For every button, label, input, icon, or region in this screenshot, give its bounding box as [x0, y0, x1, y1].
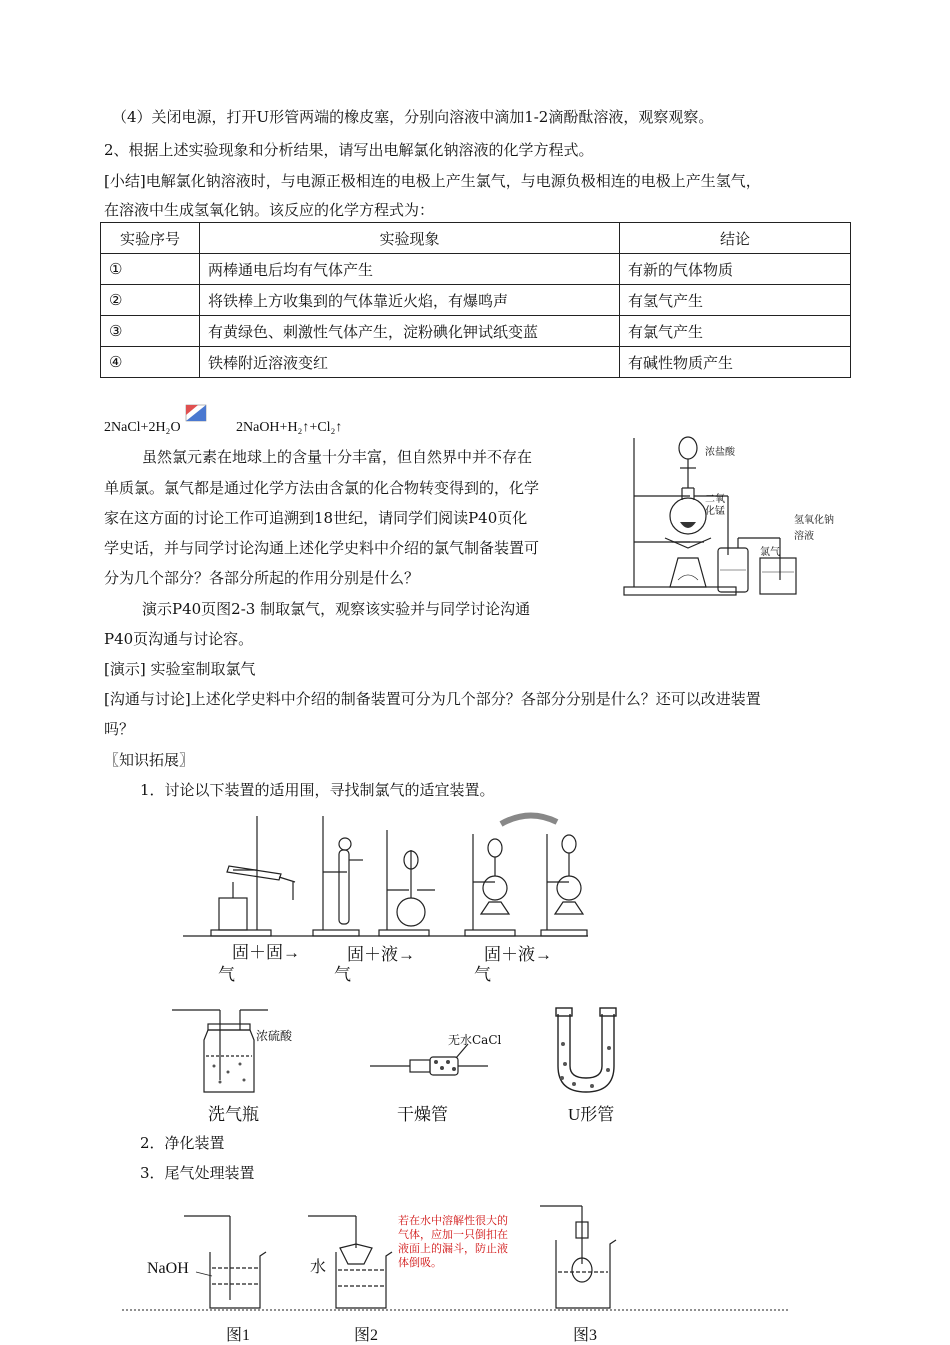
summary-text: [小结]电解氯化钠溶液时，与电源正极相连的电极上产生氯气，与电源负极相连的电极上产生氢气， — [104, 172, 761, 190]
header-conclusion: 结论 — [620, 223, 851, 254]
cell-seq: ② — [101, 285, 200, 316]
inverted-funnel-note: 若在水中溶解性很大的气体，应加一只倒扣在液面上的漏斗，防止液体倒吸。 — [398, 1214, 508, 1269]
setup-caption-1-gas: 气 — [218, 965, 235, 984]
paragraph-line: P40页沟通与讨论容。 — [104, 630, 254, 648]
question-2-text: 2、根据上述实验现象和分析结果，请写出电解氯化钠溶液的化学方程式。 — [104, 141, 594, 159]
label-anhydrous-cacl: 无水CaCl — [448, 1033, 502, 1047]
knowledge-heading: 〖知识拓展〗 — [104, 751, 195, 769]
cell-phenomenon: 两棒通电后均有气体产生 — [200, 254, 620, 285]
cell-seq: ③ — [101, 316, 200, 347]
experiment-table — [100, 222, 851, 378]
cell-conclusion: 有氯气产生 — [620, 316, 851, 347]
cell-seq: ④ — [101, 347, 200, 378]
table-row — [101, 316, 851, 347]
equation-right: 2NaOH+H₂↑+Cl₂↑ — [236, 420, 343, 435]
summary-text-cont: 在溶液中生成氢氧化钠。该反应的化学方程式为： — [104, 201, 435, 219]
u-tube-figure — [552, 1004, 622, 1096]
setup-caption-3: 固＋液→ — [484, 945, 552, 964]
table-row — [101, 285, 851, 316]
label-naoh-beaker: NaOH — [147, 1260, 189, 1277]
label-chlorine: 氯气 — [760, 547, 780, 558]
cell-seq: ① — [101, 254, 200, 285]
paragraph-line: 家在这方面的讨论工作可追溯到18世纪，请同学们阅读P40页化 — [104, 509, 528, 527]
setup-caption-2-gas: 气 — [334, 965, 351, 984]
paragraph-line: 分为几个部分？各部分所起的作用分别是什么？ — [104, 569, 420, 587]
caption-fig-3: 图3 — [573, 1327, 598, 1344]
item-1-text: 1．讨论以下装置的适用围，寻找制氯气的适宜装置。 — [140, 781, 495, 799]
caption-fig-1: 图1 — [226, 1327, 251, 1344]
discussion-text-cont: 吗？ — [104, 720, 135, 738]
label-conc-hcl: 浓盐酸 — [705, 447, 735, 458]
item-3-text: 3．尾气处理装置 — [140, 1164, 255, 1182]
cell-phenomenon: 将铁棒上方收集到的气体靠近火焰，有爆鸣声 — [200, 285, 620, 316]
equation-left: 2NaCl+2H₂O — [104, 420, 181, 435]
cell-conclusion: 有新的气体物质 — [620, 254, 851, 285]
paragraph-line: 演示P40页图2-3 制取氯气，观察该实验并与同学讨论沟通 — [142, 600, 531, 618]
caption-fig-2: 图2 — [354, 1327, 379, 1344]
setup-caption-2: 固＋液→ — [347, 945, 415, 964]
setup-caption-3-gas: 气 — [474, 965, 491, 984]
caption-u-tube: U形管 — [568, 1105, 615, 1124]
paragraph-line: 单质氯。氯气都是通过化学方法由含氯的化合物转变得到的，化学 — [104, 479, 540, 497]
table-header-row — [101, 223, 851, 254]
cell-conclusion: 有氢气产生 — [620, 285, 851, 316]
label-naoh-solution: 氢氧化钠溶液 — [794, 515, 834, 542]
header-seq: 实验序号 — [101, 223, 200, 254]
discussion-text: [沟通与讨论]上述化学史料中介绍的制备装置可分为几个部分？各部分分别是什么？还可以改进装置 — [104, 690, 761, 708]
item-2-text: 2．净化装置 — [140, 1134, 225, 1152]
paragraph-line: 学史话，并与同学讨论沟通上述化学史料中介绍的氯气制备装置可 — [104, 539, 540, 557]
label-conc-sulfuric: 浓硫酸 — [256, 1029, 293, 1043]
gas-washing-bottle-figure — [168, 1000, 278, 1096]
label-mno2: 二氧化锰 — [705, 494, 725, 517]
setup-caption-1: 固＋固→ — [232, 943, 300, 962]
caption-drying-tube: 干燥管 — [397, 1105, 448, 1124]
gas-generation-setups-figure — [183, 810, 593, 942]
paragraph-line: 虽然氯元素在地球上的含量十分丰富，但自然界中并不存在 — [142, 448, 533, 466]
table-row — [101, 254, 851, 285]
step-4-text: （4）关闭电源，打开U形管两端的橡皮塞，分别向溶液中滴加1-2滴酚酞溶液，观察观察。 — [112, 108, 714, 126]
cell-phenomenon: 有黄绿色、刺激性气体产生，淀粉碘化钾试纸变蓝 — [200, 316, 620, 347]
demo-heading: [演示] 实验室制取氯气 — [104, 660, 256, 678]
table-row — [101, 347, 851, 378]
label-water-beaker: 水 — [310, 1259, 327, 1276]
header-phenomenon: 实验现象 — [200, 223, 620, 254]
cell-conclusion: 有碱性物质产生 — [620, 347, 851, 378]
electrolysis-condition-icon — [186, 405, 206, 421]
caption-washing-bottle: 洗气瓶 — [208, 1105, 259, 1124]
cell-phenomenon: 铁棒附近溶液变红 — [200, 347, 620, 378]
